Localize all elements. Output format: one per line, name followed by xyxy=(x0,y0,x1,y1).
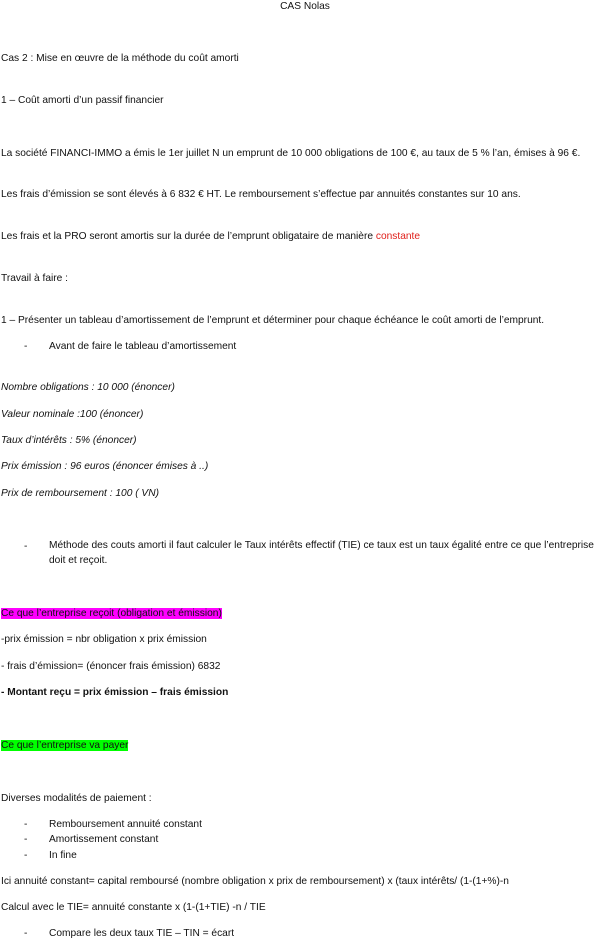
receives-heading xyxy=(1,607,222,620)
receives-line-price: -prix émission = nbr obligation x prix émission xyxy=(1,634,207,645)
formula-tie: Calcul avec le TIE= annuité constante x (1-(1+TIE) -n / TIE xyxy=(1,902,266,913)
pays-heading-text: Ce que l’entreprise va payer xyxy=(1,740,129,751)
paragraph-amortization-text: Les frais et la PRO seront amortis sur la durée de l’emprunt obligataire de manière xyxy=(1,231,376,242)
paragraph-fees: Les frais d’émission se sont élevés à 6 832 € HT. Le remboursement s’effectue par annuités constantes sur 10 ans. xyxy=(1,189,521,200)
bullet-dash: - xyxy=(24,819,28,830)
receives-heading-text: Ce que l’entreprise reçoit (obligation et émission) xyxy=(1,608,222,619)
data-line-nominal: Valeur nominale :100 (énoncer) xyxy=(1,409,144,420)
modality-amortization: Amortissement constant xyxy=(49,834,159,845)
receives-line-amount: - Montant reçu = prix émission – frais émission xyxy=(1,687,229,698)
task-1: 1 – Présenter un tableau d’amortissement de l’emprunt et déterminer pour chaque échéance le coût amorti de l’emprunt. xyxy=(1,315,545,326)
case-title: Cas 2 : Mise en œuvre de la méthode du coût amorti xyxy=(1,53,239,64)
bullet-compare: Compare les deux taux TIE – TIN = écart xyxy=(49,928,235,939)
formula-annuity: Ici annuité constant= capital remboursé (nombre obligation x prix de remboursement) x (taux intérêts/ (1-(1+%)-n xyxy=(1,876,509,887)
paragraph-amortization xyxy=(1,230,420,243)
modality-in-fine: In fine xyxy=(49,850,77,861)
section-title: 1 – Coût amorti d’un passif financier xyxy=(1,95,164,106)
bullet-dash: - xyxy=(24,928,28,939)
bullet-dash: - xyxy=(24,341,28,352)
modalities-title: Diverses modalités de paiement : xyxy=(1,793,152,804)
work-title: Travail à faire : xyxy=(1,273,68,284)
paragraph-emission: La société FINANCI-IMMO a émis le 1er juillet N un emprunt de 10 000 obligations de 100 €, au taux de 5 % l’an, émises à 96 €. xyxy=(1,148,581,159)
bullet-before-table: Avant de faire le tableau d’amortissement xyxy=(49,341,237,352)
bullet-dash: - xyxy=(24,850,28,861)
bullet-dash: - xyxy=(24,834,28,845)
pays-heading xyxy=(1,739,128,752)
data-line-obligations: Nombre obligations : 10 000 (énoncer) xyxy=(1,382,175,393)
highlight-word-constante: constante xyxy=(375,231,421,242)
document-title: CAS Nolas xyxy=(280,1,330,12)
bullet-dash: - xyxy=(24,541,28,552)
bullet-method: Méthode des couts amorti il faut calculer le Taux intérêts effectif (TIE) ce taux est un taux égalité entre ce que l’entreprise doit et reçoit. xyxy=(49,540,594,566)
data-line-price: Prix émission : 96 euros (énoncer émises à ..) xyxy=(1,461,209,472)
data-line-redemption: Prix de remboursement : 100 ( VN) xyxy=(1,488,159,499)
data-line-rate: Taux d’intérêts : 5% (énoncer) xyxy=(1,435,137,446)
modality-annuity: Remboursement annuité constant xyxy=(49,819,202,830)
receives-line-fees: - frais d’émission= (énoncer frais émission) 6832 xyxy=(1,661,221,672)
